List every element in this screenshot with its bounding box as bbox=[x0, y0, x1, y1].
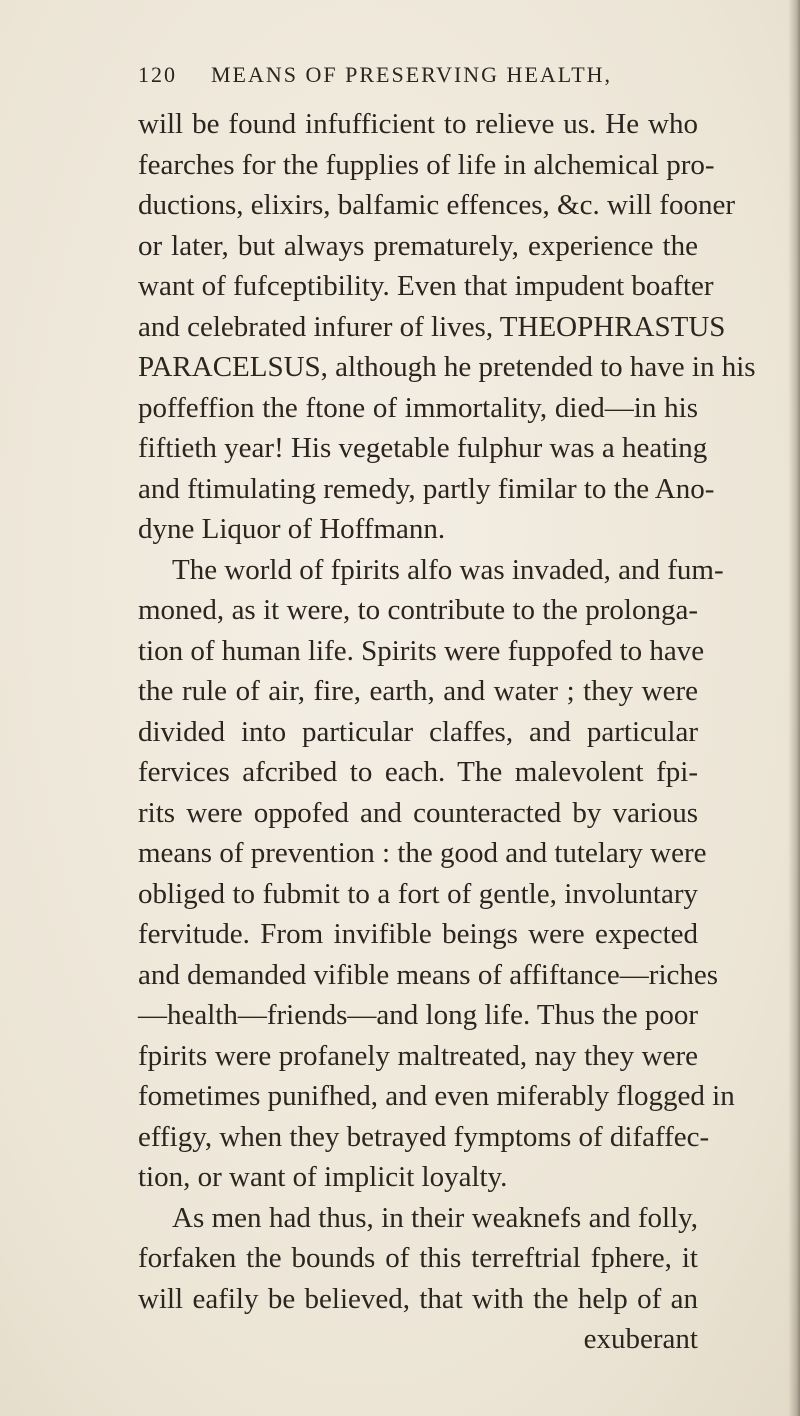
text-line: tion of human life. Spirits were fuppofed to have bbox=[138, 634, 705, 667]
text-line: moned, as it were, to contribute to the prolonga- bbox=[138, 594, 698, 626]
text-line: poffeffion the ftone of immortality, died—in his bbox=[138, 391, 698, 424]
text-line: or later, but always prematurely, experience the bbox=[138, 229, 698, 262]
body-text bbox=[138, 104, 756, 1360]
text-line: dyne Liquor of Hoffmann. bbox=[138, 513, 446, 545]
text-line: —health—friends—and long life. Thus the poor bbox=[138, 999, 699, 1031]
page-edge-shadow bbox=[788, 0, 800, 1416]
text-line: fearches for the fupplies of life in alchemical pro- bbox=[138, 148, 715, 181]
text-line: and demanded vifible means of affiftance—riches bbox=[138, 958, 719, 991]
page-number: 120 bbox=[138, 62, 177, 87]
text-line: and ftimulating remedy, partly fimilar to the Ano- bbox=[138, 472, 715, 505]
text-line: fiftieth year! His vegetable fulphur was a heating bbox=[138, 432, 708, 464]
text-line: want of fufceptibility. Even that impudent boafter bbox=[138, 270, 714, 302]
text-line: fervitude. From invifible beings were expected bbox=[138, 918, 698, 950]
text-line: fometimes punifhed, and even miferably flogged in bbox=[138, 1080, 735, 1112]
text-line: will be found infufficient to relieve us. He who bbox=[138, 108, 698, 140]
catchword: exuberant bbox=[583, 1323, 698, 1355]
text-line: forfaken the bounds of this terreftrial fphere, it bbox=[138, 1242, 698, 1274]
text-line: As men had thus, in their weaknefs and folly, bbox=[172, 1201, 698, 1234]
running-header bbox=[138, 62, 698, 88]
text-line: effigy, when they betrayed fymptoms of difaffec- bbox=[138, 1120, 710, 1153]
text-line: will eafily be believed, that with the help of an bbox=[138, 1282, 698, 1315]
text-line: divided into particular claffes, and particular bbox=[138, 715, 698, 748]
text-line: and celebrated infurer of lives, THEOPHRASTUS bbox=[138, 310, 726, 343]
text-line: tion, or want of implicit loyalty. bbox=[138, 1161, 508, 1193]
text-line: obliged to fubmit to a fort of gentle, involuntary bbox=[138, 877, 698, 910]
text-line: rits were oppofed and counteracted by various bbox=[138, 796, 698, 829]
text-line: the rule of air, fire, earth, and water ; they were bbox=[138, 675, 698, 707]
text-line: ductions, elixirs, balfamic effences, &c. will fooner bbox=[138, 189, 735, 221]
text-line: means of prevention : the good and tutelary were bbox=[138, 837, 707, 869]
text-line: fpirits were profanely maltreated, nay they were bbox=[138, 1039, 698, 1072]
text-line: The world of fpirits alfo was invaded, and fum- bbox=[172, 553, 724, 586]
text-line: PARACELSUS, although he pretended to have in his bbox=[138, 351, 756, 383]
text-line: fervices afcribed to each. The malevolent fpi- bbox=[138, 756, 698, 788]
running-title: MEANS OF PRESERVING HEALTH, bbox=[211, 62, 613, 87]
